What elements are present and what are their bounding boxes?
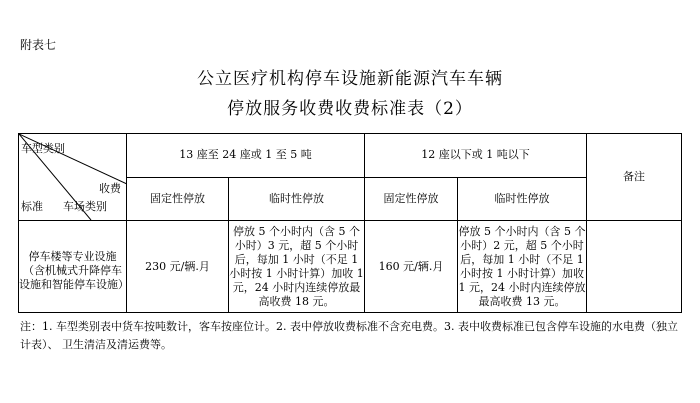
g2-fixed-cell: 160 元/辆.月 — [365, 221, 458, 313]
g1-fixed-cell: 230 元/辆.月 — [127, 221, 229, 313]
corner-lot-type: 车场类别 — [63, 200, 107, 213]
g1-temp-header: 临时性停放 — [229, 177, 365, 221]
corner-standard: 标准 — [21, 200, 43, 213]
group2-header: 12 座以下或 1 吨以下 — [365, 134, 587, 178]
remark-cell — [587, 221, 682, 313]
table-row — [19, 221, 682, 313]
facility-cell: 停车楼等专业设施（含机械式升降停车设施和智能停车设施） — [19, 221, 127, 313]
g2-fixed-header: 固定性停放 — [365, 177, 458, 221]
corner-vehicle-type: 车型类别 — [21, 142, 65, 155]
g1-fixed-header: 固定性停放 — [127, 177, 229, 221]
title-line-2: 停放服务收费收费标准表（2） — [227, 99, 473, 119]
annex-label: 附表七 — [20, 38, 57, 52]
footnote: 注：1. 车型类别表中货车按吨数计，客车按座位计。2. 表中停放收费标准不含充电费。3. 表中收费标准已包含停车设施的水电费（独立计表）、 卫生清洁及清运费等。 — [20, 320, 678, 351]
g1-temp-cell: 停放 5 个小时内（含 5 个小时）3 元，超 5 个小时后，每加 1 小时（不足 1 小时按 1 小时计算）加收 1 元，24 小时内连续停放最高收费 18 元。 — [229, 221, 365, 313]
remark-header: 备注 — [587, 134, 682, 221]
diagonal-header-cell — [19, 134, 127, 221]
g2-temp-header: 临时性停放 — [458, 177, 587, 221]
corner-fee: 收费 — [99, 182, 121, 195]
title-line-1: 公立医疗机构停车设施新能源汽车车辆 — [197, 69, 503, 89]
group1-header: 13 座至 24 座或 1 至 5 吨 — [127, 134, 365, 178]
g2-temp-cell: 停放 5 个小时内（含 5 个小时）2 元，超 5 个小时后，每加 1 小时（不足 1 小时按 1 小时计算）加收 1 元，24 小时内连续停放最高收费 13 元。 — [458, 221, 587, 313]
fee-standard-table — [18, 133, 682, 313]
